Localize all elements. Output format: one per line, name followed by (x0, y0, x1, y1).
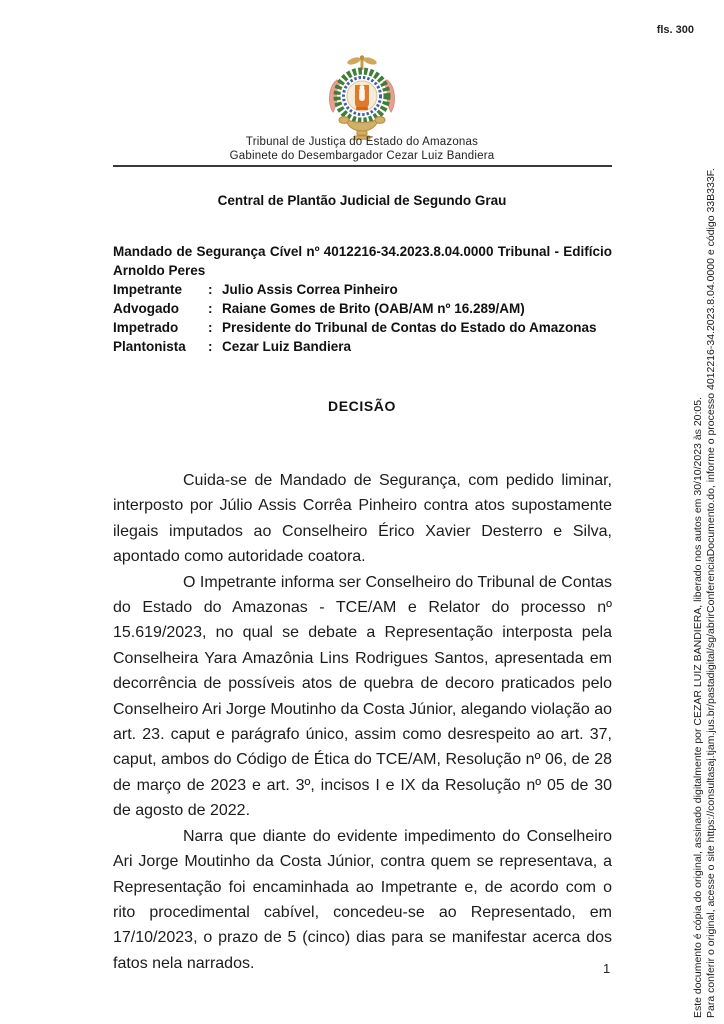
body-paragraph-3: Narra que diante do evidente impedimento do Conselheiro Ari Jorge Moutinho da Costa Júnior, contra quem se representava, a Representação foi encaminhada ao Impetrante e, de acordo com o rito procedimental cabível, concedeu-se ao Representado, em 17/10/2023, o prazo de 5 (cinco) dias para se manifestar acerca dos fatos nela narrados. (113, 827, 612, 972)
tjam-coat-of-arms-logo (307, 54, 417, 142)
party-separator: : (208, 282, 213, 297)
header-office-name: Gabinete do Desembargador Cezar Luiz Bandiera (229, 150, 495, 162)
party-label: Plantonista (113, 339, 186, 354)
party-separator: : (208, 301, 213, 316)
body-paragraph-1: Cuida-se de Mandado de Segurança, com pedido liminar, interposto por Júlio Assis Corrêa Pinheiro contra atos supostamente ilegais imputados ao Conselheiro Érico Xavier Desterro e Silva, apontado como autoridade coatora. (113, 472, 612, 566)
party-value: Presidente do Tribunal de Contas do Estado do Amazonas (222, 320, 597, 335)
certification-line-2: Para conferir o original, acesse o site https://consultasaj.tjam.jus.br/pastadigital/sg/abrirConferenciaDocumento.do, informe o processo 4012216-34.2023.8.04.0000 e código 33B333F. (705, 168, 717, 1018)
decision-body (113, 468, 612, 976)
body-paragraph-2: O Impetrante informa ser Conselheiro do Tribunal de Contas do Estado do Amazonas - TCE/AM e Relator do processo nº 15.619/2023, no qual se debate a Representação interposta pela Conselheira Yara Amazônia Lins Rodrigues Santos, apresentada em decorrência de possíveis atos de quebra de decoro praticados pelo Conselheiro Ari Jorge Moutinho da Costa Júnior, alegando violação ao art. 23. caput e parágrafo único, assim como desrespeito ao art. 37, caput, ambos do Código de Ética do TCE/AM, Resolução nº 06, de 28 de março de 2023 e art. 3º, incisos I e IX da Resolução nº 05 de 30 de agosto de 2022. (113, 573, 612, 820)
party-separator: : (208, 320, 213, 335)
certification-line-1: Este documento é cópia do original, assinado digitalmente por CEZAR LUIZ BANDIERA, liberado nos autos em 30/10/2023 às 20:05. (692, 396, 704, 1018)
page-number: 1 (603, 961, 611, 976)
document-title: Central de Plantão Judicial de Segundo Grau (217, 193, 507, 208)
case-header-block (113, 242, 612, 356)
party-label: Impetrado (113, 320, 179, 335)
central-figure (355, 85, 369, 110)
decision-heading: DECISÃO (328, 398, 396, 414)
party-value: Raiane Gomes de Brito (OAB/AM nº 16.289/AM) (222, 301, 525, 316)
party-separator: : (208, 339, 213, 354)
party-label: Advogado (113, 301, 179, 316)
party-row-impetrante (113, 280, 612, 299)
party-label: Impetrante (113, 282, 183, 297)
party-row-plantonista (113, 337, 612, 356)
folio-number: fls. 300 (656, 24, 694, 36)
header-court-name: Tribunal de Justiça do Estado do Amazonas (245, 136, 479, 148)
case-number-line: Mandado de Segurança Cível nº 4012216-34.2023.8.04.0000 Tribunal - Edifício Arnoldo Peres (113, 244, 612, 278)
party-row-impetrado (113, 318, 612, 337)
party-value: Cezar Luiz Bandiera (222, 339, 352, 354)
party-value: Julio Assis Correa Pinheiro (222, 282, 398, 297)
party-row-advogado (113, 299, 612, 318)
coat-of-arms-icon (307, 54, 417, 142)
header-divider (113, 165, 612, 167)
digital-signature-certification (692, 88, 719, 1018)
